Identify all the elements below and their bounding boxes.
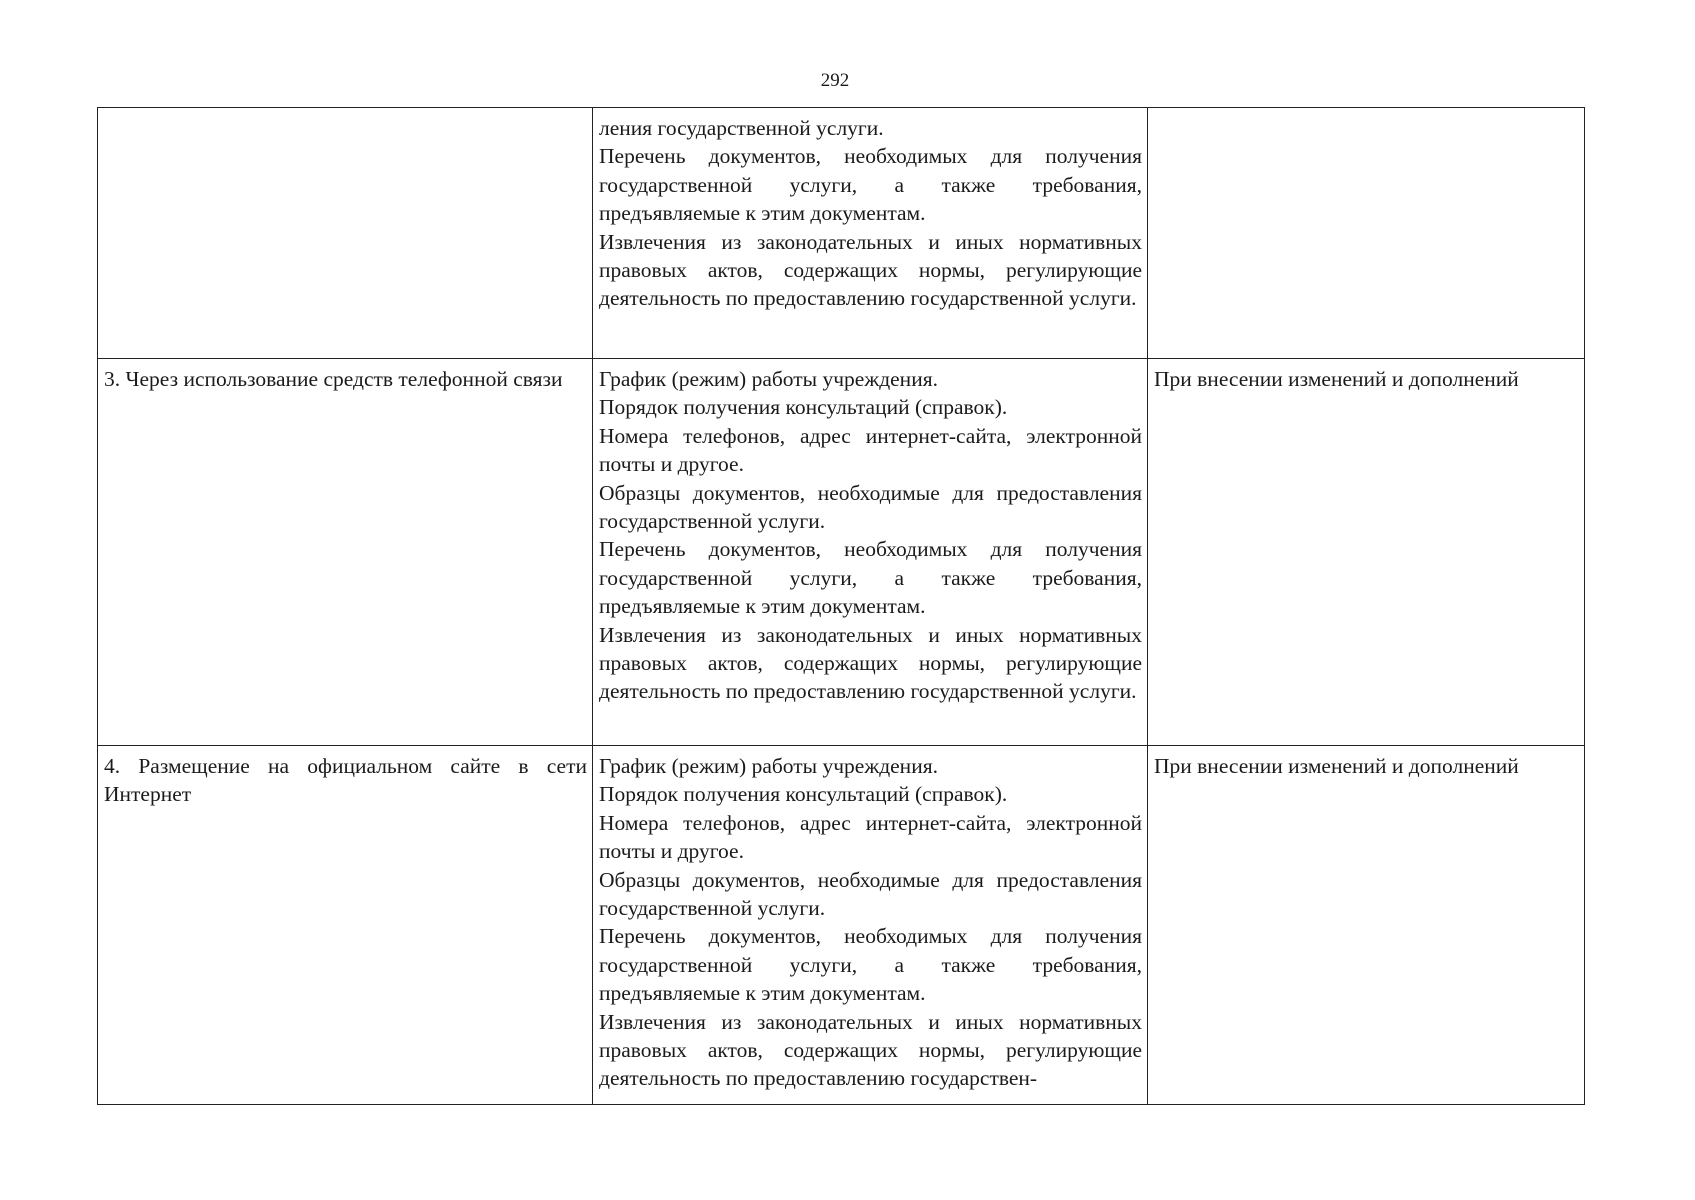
- table-row: [98, 359, 1585, 746]
- content-paragraph: Порядок получения консультаций (справок).: [599, 395, 1008, 420]
- content-paragraph: Перечень документов, необходимых для получения государственной услуги, а также требования, предъявляемые к этим документам.: [599, 537, 1142, 619]
- content-paragraph: Образцы документов, необходимые для предоставления государственной услуги.: [599, 867, 1142, 921]
- update-cell: При внесении изменений и дополнений: [1148, 359, 1585, 746]
- content-paragraph: График (режим) работы учреждения.: [599, 754, 938, 778]
- content-cell: [593, 359, 1148, 746]
- update-cell: [1148, 108, 1585, 359]
- update-cell: При внесении изменений и дополнений: [1148, 746, 1585, 1105]
- content-paragraph: Перечень документов, необходимых для получения государственной услуги, а также требования, предъявляемые к этим документам.: [599, 924, 1142, 1006]
- content-paragraph: Извлечения из законодательных и иных нормативных правовых актов, содержащих нормы, регулирующие деятельность по предоставлению государственной услуги.: [599, 229, 1142, 311]
- content-paragraph: ления государственной услуги.: [599, 116, 884, 140]
- table-row: [98, 746, 1585, 1105]
- content-paragraph: Номера телефонов, адрес интернет-сайта, электронной почты и другое.: [599, 810, 1142, 864]
- content-paragraph: График (режим) работы учреждения.: [599, 367, 938, 391]
- info-table: [97, 107, 1585, 1105]
- content-paragraph: Извлечения из законодательных и иных нормативных правовых актов, содержащих нормы, регулирующие деятельность по предоставлению государственной услуги.: [599, 622, 1142, 704]
- content-cell: [593, 108, 1148, 359]
- table-row: [98, 108, 1585, 359]
- content-paragraph: Перечень документов, необходимых для получения государственной услуги, а также требования, предъявляемые к этим документам.: [599, 144, 1142, 226]
- content-paragraph: Порядок получения консультаций (справок).: [599, 782, 1008, 807]
- content-paragraph: Номера телефонов, адрес интернет-сайта, электронной почты и другое.: [599, 423, 1142, 477]
- content-paragraph: Извлечения из законодательных и иных нормативных правовых актов, содержащих нормы, регулирующие деятельность по предоставлению государствен-: [599, 1009, 1142, 1091]
- content-paragraph: Образцы документов, необходимые для предоставления государственной услуги.: [599, 480, 1142, 534]
- method-cell: 4. Размещение на официальном сайте в сети Интернет: [98, 746, 593, 1105]
- content-cell: [593, 746, 1148, 1105]
- method-cell: 3. Через использование средств телефонной связи: [98, 359, 593, 746]
- page-number: 292: [820, 70, 850, 91]
- method-cell: [98, 108, 593, 359]
